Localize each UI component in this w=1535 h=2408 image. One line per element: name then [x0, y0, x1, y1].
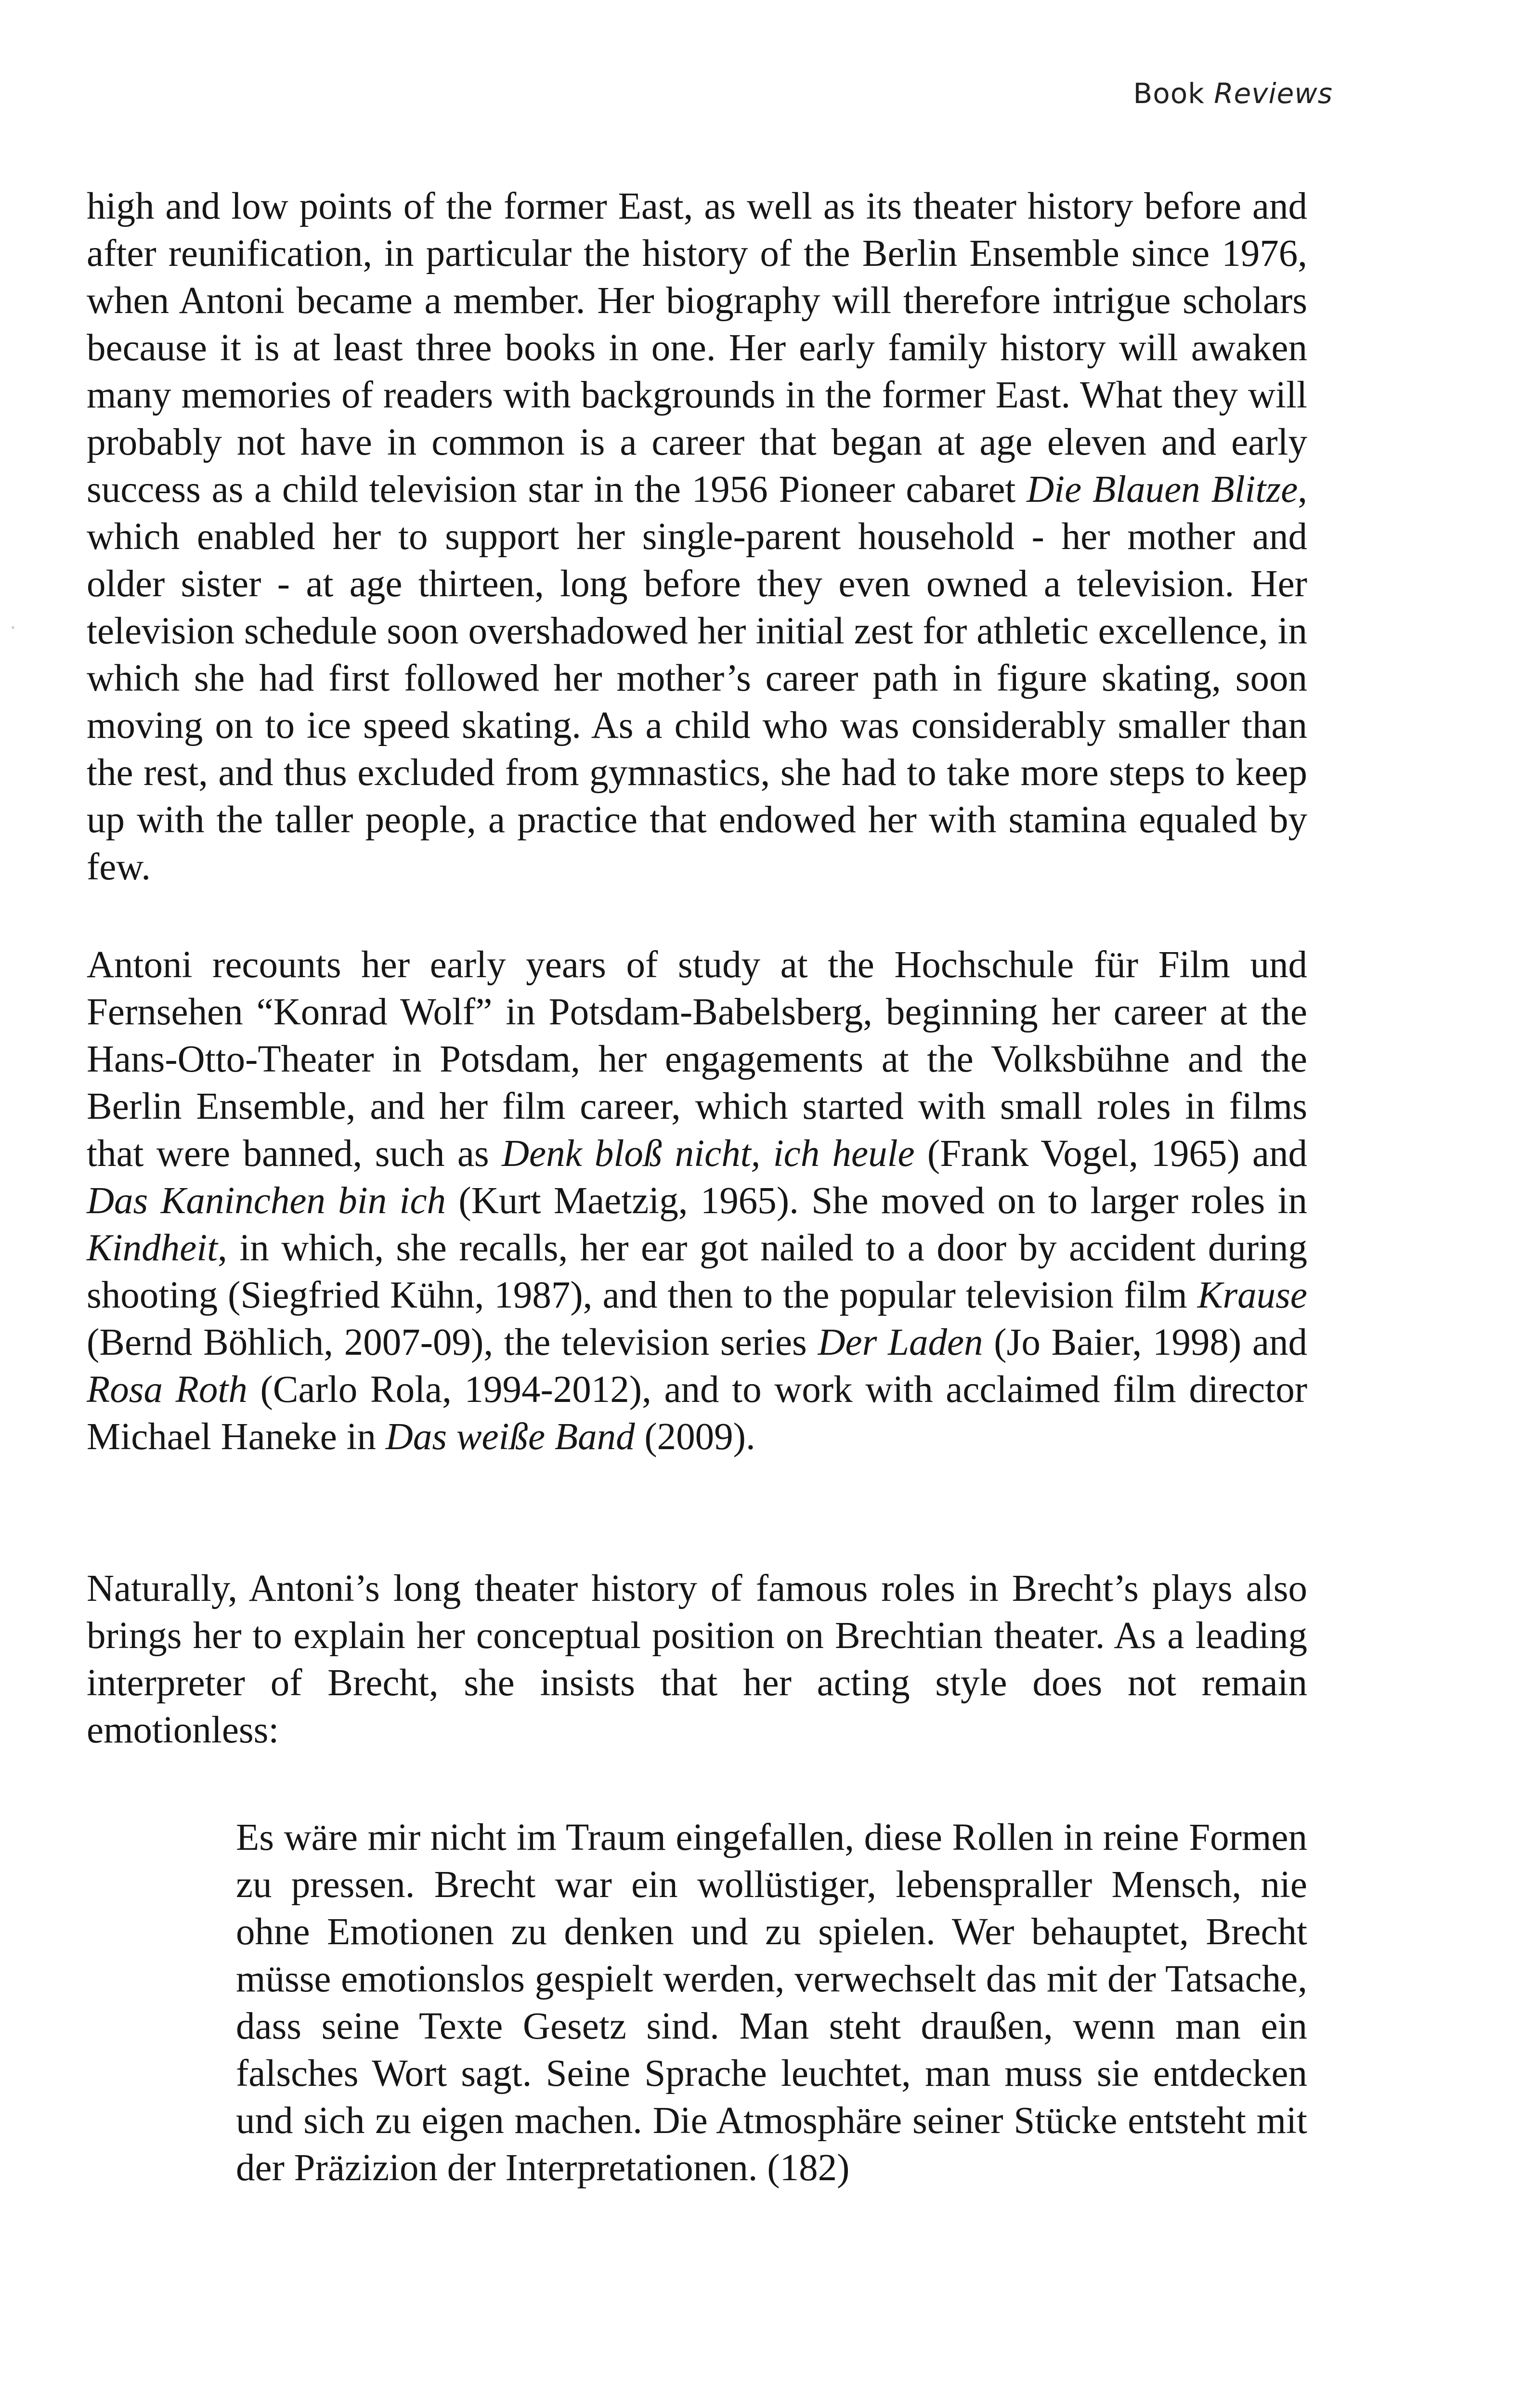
italic-title: Krause: [1197, 1274, 1307, 1316]
text-run: (2009).: [635, 1416, 755, 1458]
italic-title: Kindheit: [87, 1227, 218, 1269]
italic-title: Der Laden: [818, 1322, 983, 1363]
italic-title: Die Blauen Blitze: [1027, 469, 1298, 510]
text-run: Antoni recounts her early years of study at the Hochschule für Film und Fernsehen “Konrad Wolf” in Potsdam-Babelsberg, beginning her career at the Hans-Otto-Theater in Potsdam, her engagements at the Volksbühne and the Berlin Ensemble, and her film career, which started with small roles in films that were banned, such as: [87, 944, 1307, 1175]
italic-title: Das weiße Band: [385, 1416, 635, 1458]
scan-speck: [12, 626, 14, 629]
paragraph-1: [87, 183, 1307, 891]
text-run: (Frank Vogel, 1965) and: [914, 1133, 1307, 1175]
running-head: [1133, 77, 1333, 110]
paragraph-text: [87, 183, 1307, 891]
text-run: , in which, she recalls, her ear got nailed to a door by accident during shooting (Siegfried Kühn, 1987), and then to the popular television film: [87, 1227, 1307, 1316]
paragraph-text: [87, 942, 1307, 1461]
text-run: Naturally, Antoni’s long theater history of famous roles in Brecht’s plays also brings her to explain her conceptual position on Brechtian theater. As a leading interpreter of Brecht, she insists that her acting style does not remain emotionless:: [87, 1568, 1307, 1751]
italic-title: Rosa Roth: [87, 1369, 247, 1411]
text-run: (Carlo Rola, 1994-2012), and to work with acclaimed film director Michael Haneke in: [87, 1369, 1308, 1458]
running-head-italic: Reviews: [1214, 77, 1333, 110]
paragraph-3: [87, 1565, 1307, 1754]
running-head-roman: Book: [1133, 77, 1214, 110]
italic-title: Denk bloß nicht, ich heule: [501, 1133, 915, 1175]
paragraph-text: [87, 1565, 1307, 1754]
text-run: high and low points of the former East, as well as its theater history before and after reunification, in particular the history of the Berlin Ensemble since 1976, when Antoni became a member. Her biography will therefore intrigue scholars because it is at least three books in one. Her early family history will awaken many memories of readers with backgrounds in the former East. What they will probably not have in common is a career that began at age eleven and early success as a child television star in the 1956 Pioneer cabaret: [87, 185, 1307, 510]
text-run: (Jo Baier, 1998) and: [983, 1322, 1308, 1363]
italic-title: Das Kaninchen bin ich: [87, 1180, 446, 1222]
block-quote: Es wäre mir nicht im Traum eingefallen, diese Rollen in reine Formen zu pressen. Brecht war ein wollüstiger, lebenspraller Mensch, nie ohne Emotionen zu denken und zu spielen. Wer behauptet, Brecht müsse emotionslos gespielt werden, verwechselt das mit der Tatsache, dass seine Texte Gesetz sind. Man steht draußen, wenn man ein falsches Wort sagt. Seine Sprache leuchtet, man muss sie entdecken und sich zu eigen machen. Die Atmosphäre seiner Stücke entsteht mit der Präzizion der Interpretationen. (182): [236, 1817, 1307, 2189]
text-run: , which enabled her to support her single-parent household - her mother and older sister - at age thirteen, long before they even owned a television. Her television schedule soon overshadowed her initial zest for athletic excellence, in which she had first followed her mother’s career path in figure skating, soon moving on to ice speed skating. As a child who was considerably smaller than the rest, and thus excluded from gymnastics, she had to take more steps to keep up with the taller people, a practice that endowed her with stamina equaled by few.: [87, 469, 1308, 888]
text-run: (Bernd Böhlich, 2007-09), the television series: [87, 1322, 818, 1363]
text-run: (Kurt Maetzig, 1965). She moved on to larger roles in: [446, 1180, 1307, 1222]
paragraph-2: [87, 942, 1307, 1461]
